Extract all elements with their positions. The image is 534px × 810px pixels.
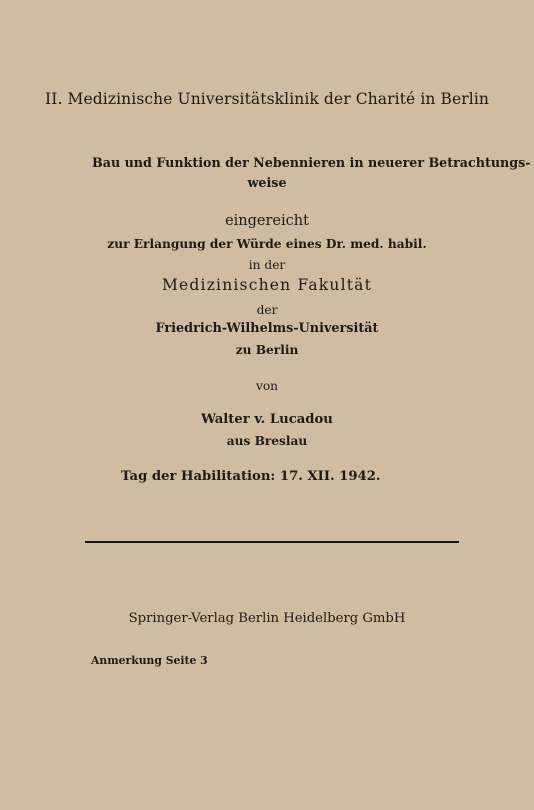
university-city: zu Berlin bbox=[235, 343, 299, 357]
habilitation-date: Tag der Habilitation: 17. XII. 1942. bbox=[121, 469, 381, 484]
horizontal-rule bbox=[85, 541, 459, 543]
publisher-name: Springer-Verlag Berlin Heidelberg GmbH bbox=[128, 611, 406, 626]
thesis-title-line-2: weise bbox=[247, 175, 287, 190]
author-name: Walter v. Lucadou bbox=[201, 412, 333, 427]
submitted-label: eingereicht bbox=[225, 213, 309, 229]
von-label: von bbox=[255, 379, 279, 393]
page-note: Anmerkung Seite 3 bbox=[91, 654, 208, 667]
university-name: Friedrich-Wilhelms-Universität bbox=[155, 321, 379, 336]
faculty-name: Medizinischen Fakultät bbox=[161, 276, 373, 294]
author-origin: aus Breslau bbox=[226, 434, 308, 448]
thesis-title-line-1: Bau und Funktion der Nebennieren in neuerer Betrachtungs- bbox=[92, 155, 531, 170]
der-label: der bbox=[256, 303, 278, 317]
in-der-label: in der bbox=[248, 258, 286, 272]
clinic-heading: II. Medizinische Universitätsklinik der Charité in Berlin bbox=[45, 90, 489, 108]
degree-purpose: zur Erlangung der Würde eines Dr. med. habil. bbox=[107, 237, 427, 251]
